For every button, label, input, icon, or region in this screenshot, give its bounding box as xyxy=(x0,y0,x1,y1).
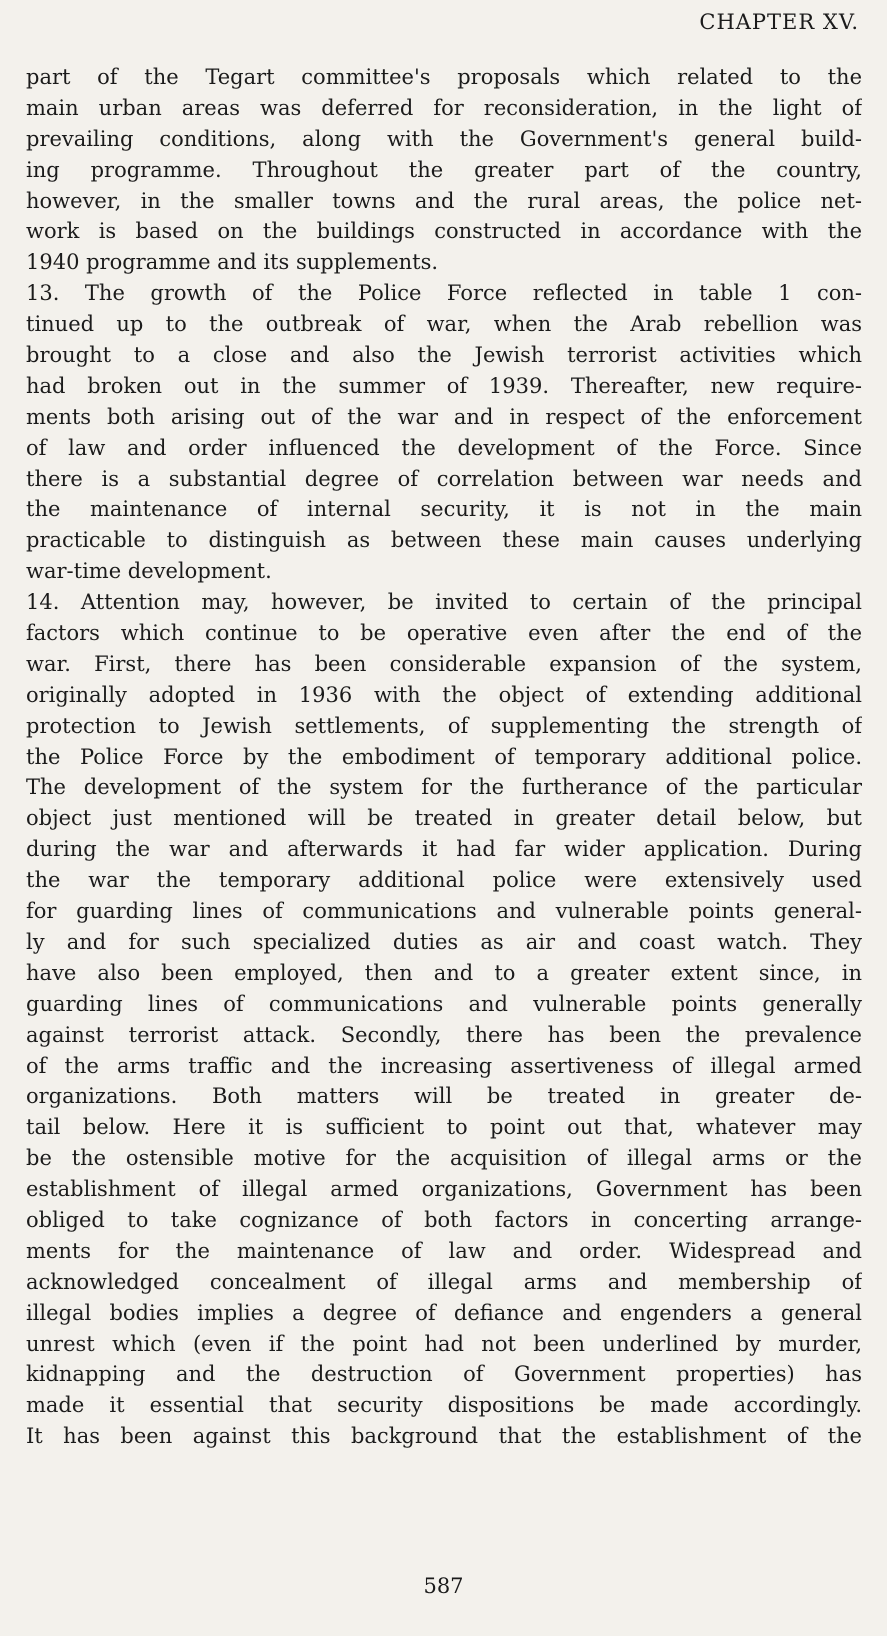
text-line: ly and for such specialized duties as air and coast watch. They xyxy=(26,929,862,954)
text-line: had broken out in the summer of 1939. Thereafter, new require- xyxy=(26,373,862,398)
text-line: illegal bodies implies a degree of defiance and engenders a general xyxy=(26,1300,862,1325)
text-line: ments for the maintenance of law and order. Widespread and xyxy=(26,1238,862,1263)
text-line: acknowledged concealment of illegal arms and membership of xyxy=(26,1269,862,1294)
text-line: the war the temporary additional police were extensively used xyxy=(26,868,862,893)
text-line: obliged to take cognizance of both factors in concerting arrange- xyxy=(26,1207,862,1232)
text-line: there is a substantial degree of correlation between war needs and xyxy=(26,466,862,491)
text-line: kidnapping and the destruction of Government properties) has xyxy=(26,1362,862,1387)
text-line: prevailing conditions, along with the Government's general build- xyxy=(26,126,862,151)
text-line: during the war and afterwards it had far wider application. During xyxy=(26,837,862,862)
text-line: The development of the system for the furtherance of the particular xyxy=(26,775,862,800)
text-line: originally adopted in 1936 with the object of extending additional xyxy=(26,682,862,707)
paragraph-14-start: 14. Attention may, however, be invited to certain of the principal xyxy=(26,590,862,615)
text-line: tinued up to the outbreak of war, when the Arab rebellion was xyxy=(26,312,862,337)
text-line: 1940 programme and its supplements. xyxy=(26,250,439,275)
text-line: war. First, there has been considerable expansion of the system, xyxy=(26,651,862,676)
text-line: war-time development. xyxy=(26,559,272,584)
text-line: part of the Tegart committee's proposals which related to the xyxy=(26,65,862,89)
body-text xyxy=(26,62,862,1452)
page-number: 587 xyxy=(423,1574,464,1598)
text-line: It has been against this background that the establishment of the xyxy=(26,1424,862,1449)
text-line: for guarding lines of communications and vulnerable points general- xyxy=(26,899,862,924)
text-line: of the arms traffic and the increasing assertiveness of illegal armed xyxy=(26,1053,862,1078)
text-line: main urban areas was deferred for reconsideration, in the light of xyxy=(26,95,862,120)
text-line: made it essential that security dispositions be made accordingly. xyxy=(26,1393,862,1418)
text-line: work is based on the buildings constructed in accordance with the xyxy=(26,219,862,244)
text-line: have also been employed, then and to a greater extent since, in xyxy=(26,960,862,985)
text-line: however, in the smaller towns and the rural areas, the police net- xyxy=(26,188,862,213)
text-line: be the ostensible motive for the acquisition of illegal arms or the xyxy=(26,1146,862,1171)
text-line: tail below. Here it is sufficient to point out that, whatever may xyxy=(26,1115,862,1140)
text-line: brought to a close and also the Jewish terrorist activities which xyxy=(26,343,862,368)
text-line: the Police Force by the embodiment of temporary additional police. xyxy=(26,744,862,769)
text-line: factors which continue to be operative even after the end of the xyxy=(26,621,862,646)
text-line: object just mentioned will be treated in greater detail below, but xyxy=(26,806,862,831)
chapter-heading: CHAPTER XV. xyxy=(699,10,859,34)
text-line: organizations. Both matters will be treated in greater de- xyxy=(26,1084,862,1109)
text-line: the maintenance of internal security, it is not in the main xyxy=(26,497,862,522)
text-line: ing programme. Throughout the greater part of the country, xyxy=(26,157,862,182)
text-line: of law and order influenced the development of the Force. Since xyxy=(26,435,862,460)
text-line: unrest which (even if the point had not been underlined by murder, xyxy=(26,1331,862,1356)
text-line: guarding lines of communications and vulnerable points generally xyxy=(26,991,862,1016)
text-line: against terrorist attack. Secondly, there has been the prevalence xyxy=(26,1022,862,1047)
text-line: establishment of illegal armed organizations, Government has been xyxy=(26,1177,862,1202)
text-line: protection to Jewish settlements, of supplementing the strength of xyxy=(26,713,862,738)
text-line: ments both arising out of the war and in respect of the enforcement xyxy=(26,404,862,429)
paragraph-13-start: 13. The growth of the Police Force reflected in table 1 con- xyxy=(26,281,862,306)
text-line: practicable to distinguish as between these main causes underlying xyxy=(26,528,862,553)
